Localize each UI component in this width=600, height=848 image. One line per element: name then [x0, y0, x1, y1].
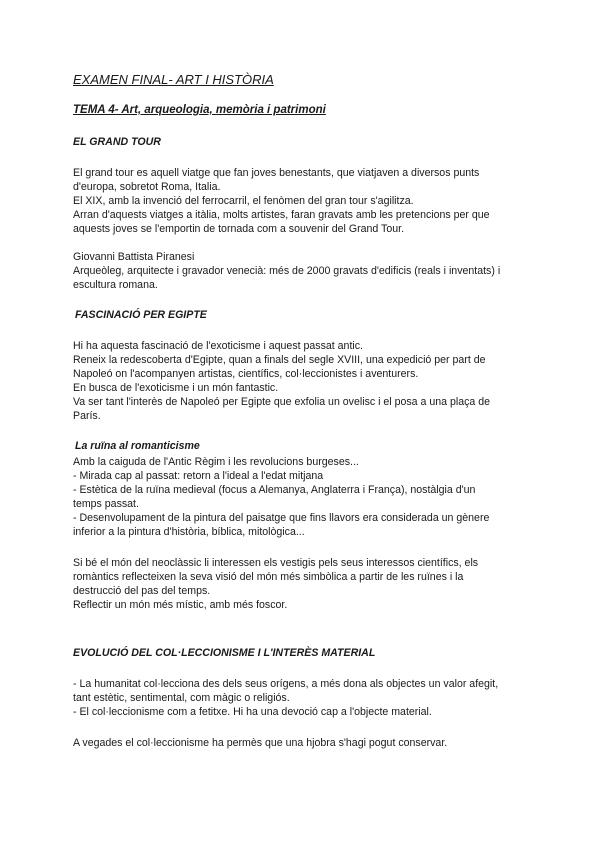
text-line: romàntics reflecteixen la seva visió del món més simbòlica a partir de les ruïnes i la [73, 571, 464, 583]
text-line: En busca de l'exoticisme i un món fantastic. [73, 382, 279, 394]
text-line: temps passat. [73, 498, 139, 510]
text-line: París. [73, 410, 101, 422]
text-line: El XIX, amb la invenció del ferrocarril, el fenòmen del gran tour s'agilitza. [73, 195, 414, 207]
text-line: Si bé el món del neoclàssic li interessen els vestigis pels seus interessos científics, els [73, 557, 479, 569]
text-line: escultura romana. [73, 279, 158, 291]
text-line: - Mirada cap al passat: retorn a l'ideal a l'edat mitjana [73, 470, 324, 482]
text-line: El grand tour es aquell viatge que fan joves benestants, que viatjaven a diversos punts [73, 167, 480, 179]
ruina-heading: La ruïna al romanticisme [75, 440, 200, 452]
text-line: - El col·leccionisme com a fetitxe. Hi ha una devoció cap a l'objecte material. [73, 706, 432, 718]
text-line: Amb la caiguda de l'Antic Règim i les revolucions burgeses... [73, 456, 359, 468]
text-line: d'europa, sobretot Roma, Italia. [73, 181, 221, 193]
text-line: Hi ha aquesta fascinació de l'exoticisme i aquest passat antic. [73, 340, 363, 352]
text-line: Arran d'aquests viatges a itàlia, molts artistes, faran gravats amb les pretencions per que [73, 209, 490, 221]
text-line: - La humanitat col·lecciona des dels seus orígens, a més dona als objectes un valor afegit, [73, 678, 499, 690]
text-line: Reflectir un món més místic, amb més foscor. [73, 599, 288, 611]
col-heading: EVOLUCIÓ DEL COL·LECCIONISME I L'INTERÈS MATERIAL [73, 647, 376, 659]
text-line: Arqueòleg, arquitecte i gravador venecià: més de 2000 gravats d'edificis (reals i inventats) i [73, 265, 501, 277]
text-line: - Desenvolupament de la pintura del paisatge que fins llavors era considerada un gènere [73, 512, 490, 524]
tema-heading: TEMA 4- Art, arqueologia, memòria i patrimoni [73, 104, 326, 116]
text-line: aquests joves se l'emportin de tornada com a souvenir del Grand Tour. [73, 223, 405, 235]
egipte-heading: FASCINACIÓ PER EGIPTE [75, 309, 207, 321]
text-line: A vegades el col·leccionisme ha permès que una hjobra s'hagi pogut conservar. [73, 737, 448, 749]
document-title: EXAMEN FINAL- ART I HISTÒRIA [73, 72, 274, 87]
piranesi-name: Giovanni Battista Piranesi [73, 251, 195, 263]
grand-tour-heading: EL GRAND TOUR [73, 136, 161, 148]
text-line: Va ser tant l'interès de Napoleó per Egipte que exfolia un ovelisc i el posa a una plaça de [73, 396, 491, 408]
text-line: Napoleó on l'acompanyen artistas, científics, col·leccionistes i aventurers. [73, 368, 419, 380]
text-line: tant estètic, sentimental, com màgic o religiós. [73, 692, 290, 704]
text-line: - Estètica de la ruïna medieval (focus a Alemanya, Anglaterra i França), nostàlgia d'un [73, 484, 476, 496]
text-line: destrucció del pas del temps. [73, 585, 211, 597]
text-line: Reneix la redescoberta d'Egipte, quan a finals del segle XVIII, una expedició per part de [73, 354, 486, 366]
text-line: inferior a la pintura d'història, bíblica, mitològica... [73, 526, 305, 538]
